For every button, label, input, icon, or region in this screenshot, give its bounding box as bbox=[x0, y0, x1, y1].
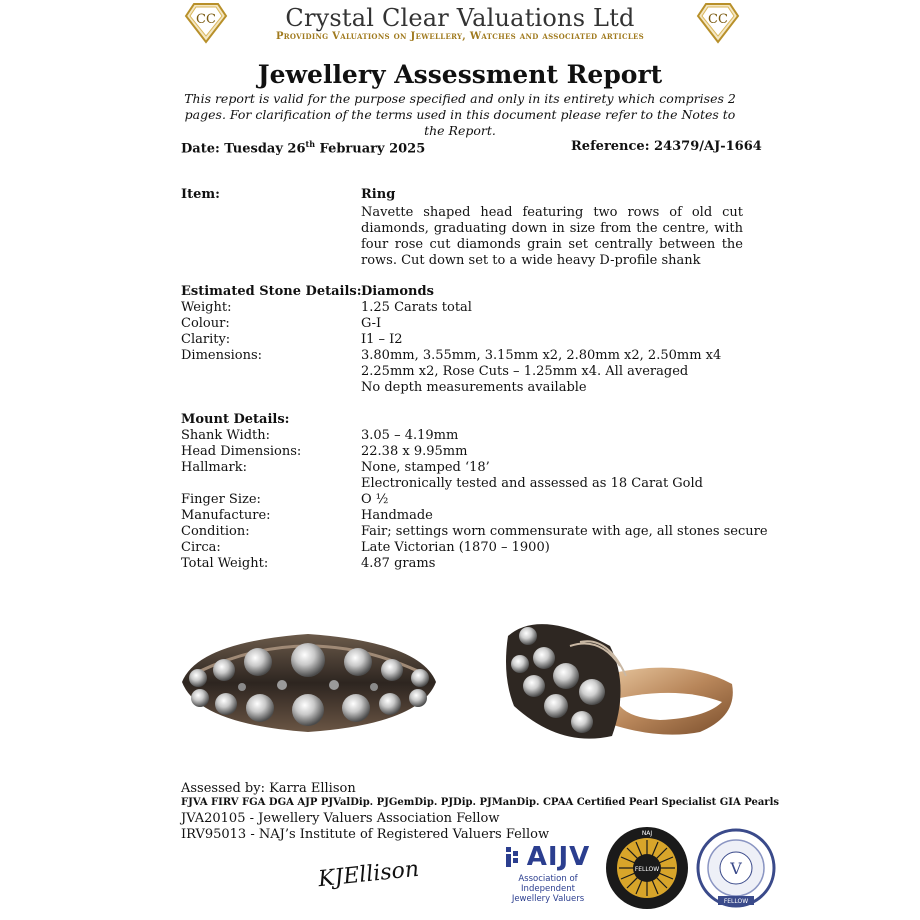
assessed-by: Assessed by: Karra Ellison bbox=[181, 781, 356, 796]
stone-row-value: 1.25 Carats total bbox=[361, 300, 472, 315]
assessor-jva-fellow: JVA20105 - Jewellery Valuers Association Fellow bbox=[181, 811, 500, 826]
mount-row-label: Finger Size: bbox=[181, 492, 261, 507]
item-description: Navette shaped head featuring two rows of old cut diamonds, graduating down in size from the centre, with four rose cut diamonds grain set centrally between the rows. Cut down set to a wide heavy D-profile shank bbox=[361, 205, 743, 268]
mount-row-label: Total Weight: bbox=[181, 556, 269, 571]
logo-text: CC bbox=[196, 12, 216, 27]
mount-row-value: 4.87 grams bbox=[361, 556, 436, 571]
mount-row-value: None, stamped ‘18’ bbox=[361, 460, 490, 475]
date-suffix: February 2025 bbox=[315, 141, 426, 157]
item-value: Ring bbox=[361, 187, 396, 202]
aijv-sub-line: Jewellery Valuers bbox=[511, 894, 585, 904]
stone-row-label: Clarity: bbox=[181, 332, 231, 347]
naj-fellow-badge bbox=[605, 826, 689, 910]
jva-band-text: FELLOW bbox=[723, 898, 749, 905]
mount-row-value: Handmade bbox=[361, 508, 433, 523]
mount-row-value: 3.05 – 4.19mm bbox=[361, 428, 459, 443]
naj-top-text: NAJ bbox=[641, 830, 653, 837]
mount-row-value: Fair; settings worn commensurate with age, all stones secure bbox=[361, 524, 768, 539]
item-label: Item: bbox=[181, 187, 220, 202]
signature: KJEllison bbox=[316, 856, 421, 893]
date-ordinal: th bbox=[305, 139, 316, 149]
mount-row-label: Circa: bbox=[181, 540, 221, 555]
stone-row-value: G-I bbox=[361, 316, 382, 331]
mount-row-label: Shank Width: bbox=[181, 428, 271, 443]
ring-photo-side bbox=[500, 606, 740, 752]
stone-row-label: Colour: bbox=[181, 316, 230, 331]
mount-row-label: Manufacture: bbox=[181, 508, 271, 523]
mount-heading: Mount Details: bbox=[181, 412, 290, 427]
stone-row-value: I1 – I2 bbox=[361, 332, 403, 347]
mount-row-value: Late Victorian (1870 – 1900) bbox=[361, 540, 550, 555]
stones-type: Diamonds bbox=[361, 284, 434, 299]
aijv-mark-icon bbox=[506, 847, 522, 867]
mount-row-label: Hallmark: bbox=[181, 460, 247, 475]
stone-row-value: 3.80mm, 3.55mm, 3.15mm x2, 2.80mm x2, 2.50mm x4 bbox=[361, 348, 722, 363]
naj-center-text: FELLOW bbox=[634, 866, 660, 873]
stone-row-label: Dimensions: bbox=[181, 348, 263, 363]
report-intro: This report is valid for the purpose specified and only in its entirety which comprises 2 pages. For clarification of the terms used in this document please refer to the Notes to the Report. bbox=[184, 91, 736, 138]
assessor-irv-fellow: IRV95013 - NAJ’s Institute of Registered Valuers Fellow bbox=[181, 827, 550, 842]
aijv-sub-line: Association of bbox=[518, 874, 578, 884]
jva-letter: V bbox=[730, 859, 742, 878]
mount-row-label: Condition: bbox=[181, 524, 250, 539]
aijv-name: AIJV bbox=[526, 842, 591, 872]
report-title: Jewellery Assessment Report bbox=[257, 60, 663, 89]
aijv-badge bbox=[500, 842, 596, 912]
stone-row-label: Weight: bbox=[181, 300, 232, 315]
stone-dimensions-line2: 2.25mm x2, Rose Cuts – 1.25mm x4. All averaged bbox=[361, 364, 689, 379]
mount-row-value: 22.38 x 9.95mm bbox=[361, 444, 468, 459]
stone-dimensions-line3: No depth measurements available bbox=[361, 380, 587, 395]
aijv-sub-line: Independent bbox=[521, 884, 575, 894]
ring-photo-front bbox=[178, 612, 440, 742]
report-reference: Reference: 24379/AJ-1664 bbox=[571, 139, 762, 154]
report-date bbox=[181, 139, 425, 156]
mount-row-value: Electronically tested and assessed as 18 Carat Gold bbox=[361, 476, 703, 491]
jva-fellow-badge bbox=[696, 826, 776, 910]
company-name: Crystal Clear Valuations Ltd bbox=[285, 4, 635, 32]
date-prefix: Date: Tuesday 26 bbox=[181, 141, 306, 157]
mount-row-label: Head Dimensions: bbox=[181, 444, 302, 459]
stones-heading: Estimated Stone Details: bbox=[181, 284, 362, 299]
assessor-credentials: FJVA FIRV FGA DGA AJP PJValDip. PJGemDip. PJDip. PJManDip. CPAA Certified Pearl Specialist GIA Pearls bbox=[181, 797, 780, 808]
logo-text: CC bbox=[708, 12, 728, 27]
company-tagline: Providing Valuations on Jewellery, Watches and associated articles bbox=[275, 31, 645, 42]
mount-row-value: O ½ bbox=[361, 492, 389, 507]
